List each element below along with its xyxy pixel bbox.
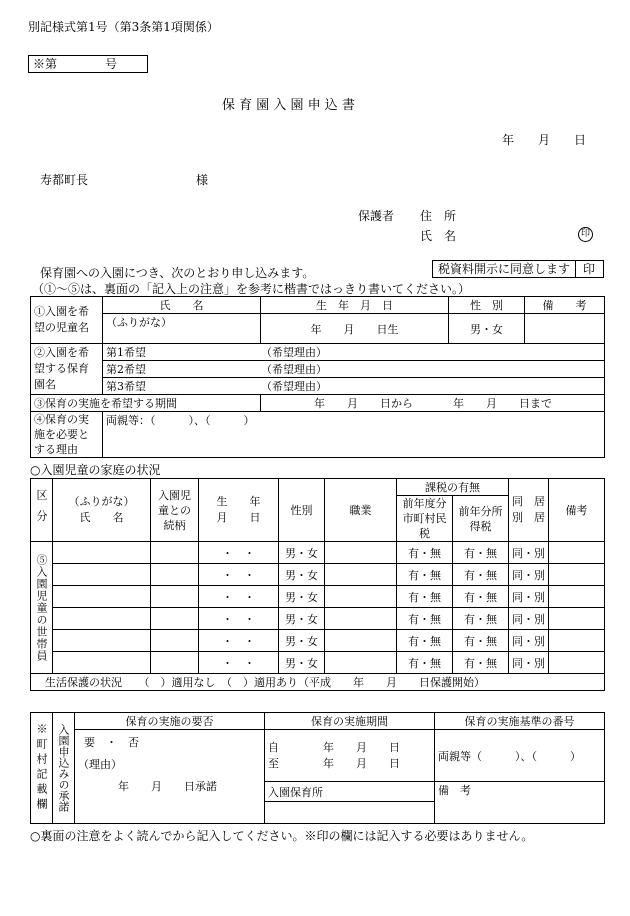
standard-field[interactable]: 両親等（ ）、（ ） [435,730,605,782]
member-income-tax[interactable]: 有・無 [453,542,509,564]
consent-seal: 印 [582,262,595,276]
col-standard-header: 保育の実施基準の番号 [435,713,605,730]
period-office-field[interactable]: 自 年 月 日 至 年 月 日 [265,730,435,782]
household-table [30,478,605,691]
member-dob[interactable]: ・ ・ [199,564,279,586]
member-dob[interactable]: ・ ・ [199,652,279,674]
member-dob[interactable]: ・ ・ [199,630,279,652]
nursery-field[interactable]: 入園保育所 [265,782,435,802]
col-name-header: 氏 名 [103,297,261,314]
member-living[interactable]: 同・別 [509,630,549,652]
member-muni-tax[interactable]: 有・無 [397,630,453,652]
member-job[interactable] [325,586,397,608]
member-income-tax[interactable]: 有・無 [453,564,509,586]
member-job[interactable] [325,608,397,630]
office-remarks-field[interactable]: 備 考 [435,782,605,824]
member-remarks[interactable] [549,630,605,652]
approval-label: 入園申込みの承諾 [53,713,75,824]
consent-text: 税資料開示に同意します [433,261,576,277]
nursery-choice-row[interactable]: 第1希望 （希望理由） [103,344,605,361]
col-muni-tax-header: 前年度分市町村民税 [397,496,453,542]
member-name[interactable] [53,564,151,586]
member-dob[interactable]: ・ ・ [199,608,279,630]
col-member-name-header: （ふりがな） 氏 名 [53,479,151,542]
seal-icon: 印 [572,227,593,242]
guardian-name-field[interactable] [420,227,456,244]
member-living[interactable]: 同・別 [509,608,549,630]
col-tax-header: 課税の有無 [397,479,509,496]
col-sex-header: 性 別 [449,297,525,314]
nursery-choice-row[interactable]: 第2希望 （希望理由） [103,361,605,378]
member-remarks[interactable] [549,652,605,674]
member-relation[interactable] [151,630,199,652]
member-job[interactable] [325,652,397,674]
member-job[interactable] [325,542,397,564]
child-name-field[interactable]: （ふりがな） [103,314,261,344]
nursery-value[interactable] [265,802,435,824]
col-relation-header: 入園児童との続柄 [151,479,199,542]
member-sex[interactable]: 男・女 [279,652,325,674]
member-name[interactable] [53,630,151,652]
member-sex[interactable]: 男・女 [279,542,325,564]
member-living[interactable]: 同・別 [509,586,549,608]
member-job[interactable] [325,630,397,652]
col-member-sex-header: 性別 [279,479,325,542]
col-living-header: 同 居 別 居 [509,479,549,542]
addressee: 寿都町長 様 [40,173,209,187]
col-div-header: 区分 [31,479,53,542]
member-sex[interactable]: 男・女 [279,608,325,630]
member-muni-tax[interactable]: 有・無 [397,542,453,564]
household-heading: ○入園児童の家庭の状況 [30,463,161,477]
member-income-tax[interactable]: 有・無 [453,630,509,652]
member-income-tax[interactable]: 有・無 [453,652,509,674]
child-sex-field[interactable]: 男・女 [449,314,525,344]
member-relation[interactable] [151,564,199,586]
member-job[interactable] [325,564,397,586]
member-living[interactable]: 同・別 [509,542,549,564]
consent-box[interactable] [432,260,604,278]
address-label: 住 所 [420,209,457,223]
member-name[interactable] [53,542,151,564]
member-living[interactable]: 同・別 [509,652,549,674]
member-living[interactable]: 同・別 [509,564,549,586]
approval-field[interactable]: 要 ・ 否 （理由） 年 月 日承諾 [75,730,265,824]
instructions-note: （①～⑤は、裏面の「記入上の注意」を参考に楷書ではっきり書いてください。） [32,282,471,296]
col-member-remarks-header: 備考 [549,479,605,542]
col-job-header: 職業 [325,479,397,542]
child-dob-field[interactable]: 年 月 日生 [261,314,449,344]
member-sex[interactable]: 男・女 [279,586,325,608]
period-label: ③保育の実施を希望する期間 [31,395,261,412]
member-income-tax[interactable]: 有・無 [453,608,509,630]
number-box: ※第 号 [28,55,148,73]
member-muni-tax[interactable]: 有・無 [397,564,453,586]
form-reference: 別記様式第1号（第3条第1項関係） [28,20,219,34]
member-remarks[interactable] [549,564,605,586]
application-table [30,296,605,458]
period-field[interactable]: 年 月 日から 年 月 日まで [261,395,605,412]
welfare-status[interactable]: 生活保護の状況 （ ）適用なし （ ）適用あり（平成 年 月 日保護開始） [31,674,605,691]
member-remarks[interactable] [549,586,605,608]
office-use-label: ※町村記載欄 [31,713,53,824]
nursery-choice-row[interactable]: 第3希望 （希望理由） [103,378,605,395]
household-members-label: ⑤入園児童の世帯員 [31,542,53,674]
member-muni-tax[interactable]: 有・無 [397,652,453,674]
col-dob-header: 生 年 月 日 [261,297,449,314]
nursery-choice-label: ②入園を希望する保育園名 [31,344,103,395]
member-dob[interactable]: ・ ・ [199,586,279,608]
child-name-label: ①入園を希望の児童名 [31,297,103,344]
member-muni-tax[interactable]: 有・無 [397,608,453,630]
member-sex[interactable]: 男・女 [279,564,325,586]
name-label: 氏 名 [420,229,457,243]
member-name[interactable] [53,586,151,608]
col-approval-header: 保育の実施の要否 [75,713,265,730]
member-dob[interactable]: ・ ・ [199,542,279,564]
application-date[interactable]: 年 月 日 [502,133,587,147]
member-remarks[interactable] [549,542,605,564]
guardian-label: 保護者 [358,209,395,223]
member-sex[interactable]: 男・女 [279,630,325,652]
child-remarks-field[interactable] [525,314,605,344]
col-remarks-header: 備 考 [525,297,605,314]
reason-field[interactable]: 両親等：（ ）、（ ） [103,412,605,458]
member-relation[interactable] [151,586,199,608]
page-title: 保 育 園 入 園 申 込 書 [222,98,355,113]
member-income-tax[interactable]: 有・無 [453,586,509,608]
reason-label: ④保育の実施を必要とする理由 [31,412,103,458]
intro-text: 保育園への入園につき、次のとおり申し込みます。 [40,266,315,280]
member-name[interactable] [53,652,151,674]
col-period-header: 保育の実施期間 [265,713,435,730]
office-use-table [30,712,605,824]
member-name[interactable] [53,608,151,630]
member-relation[interactable] [151,542,199,564]
col-income-tax-header: 前年分所得税 [453,496,509,542]
footer-note: ○裏面の注意をよく読んでから記入してください。※印の欄には記入する必要はありません。 [30,829,534,843]
col-member-dob-header: 生 年 月 日 [199,479,279,542]
member-muni-tax[interactable]: 有・無 [397,586,453,608]
member-remarks[interactable] [549,608,605,630]
member-relation[interactable] [151,608,199,630]
member-relation[interactable] [151,652,199,674]
